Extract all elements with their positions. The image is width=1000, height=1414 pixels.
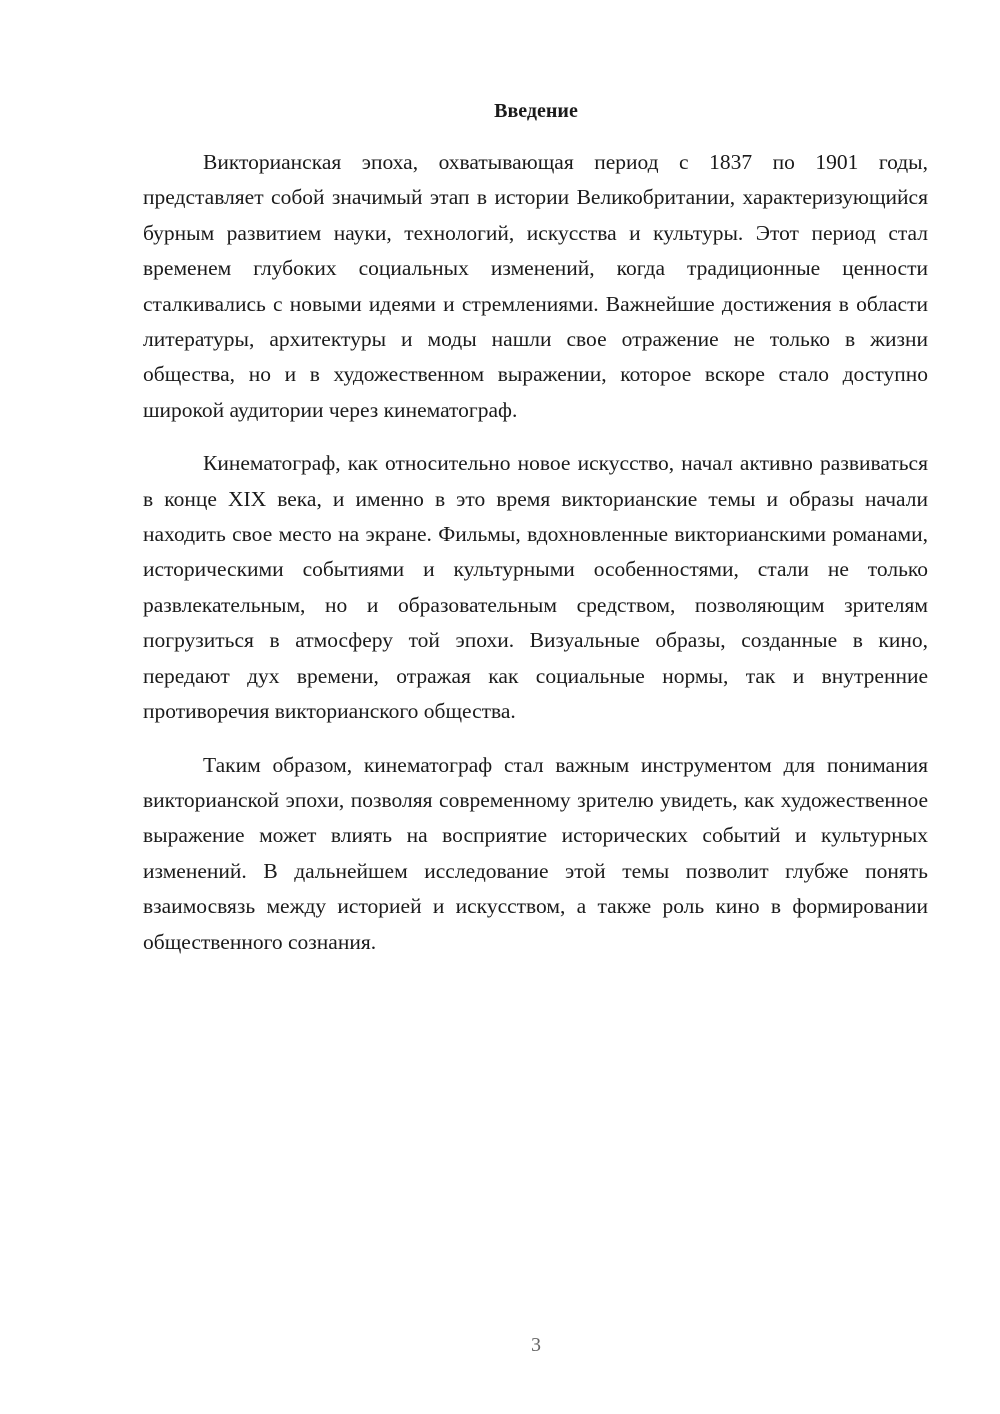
paragraph-3: Таким образом, кинематограф стал важным инструментом для понимания викторианской эпохи, позволяя современному зрителю увидеть, как художественное выражение может влиять на восприятие исторических событий и культурных изменений. В дальнейшем исследование этой темы позволит глубже понять взаимосвязь между историей и искусством, а также роль кино в формировании общественного сознания. xyxy=(143,752,928,954)
paragraph-2: Кинематограф, как относительно новое искусство, начал активно развиваться в конце XIX века, и именно в это время викторианские темы и образы начали находить свое место на экране. Фильмы, вдохновленные викторианскими романами, историческими событиями и культурными особенностями, стали не только развлекательным, но и образовательным средством, позволяющим зрителям погрузиться в атмосферу той эпохи. Визуальные образы, созданные в кино, передают дух времени, отражая как социальные нормы, так и внутренние противоречия викторианского общества. xyxy=(143,451,928,724)
body-text xyxy=(143,145,928,978)
page-title: Введение xyxy=(494,100,578,122)
page-number: 3 xyxy=(531,1334,541,1356)
paragraph-1: Викторианская эпоха, охватывающая период с 1837 по 1901 годы, представляет собой значимый этап в истории Великобритании, характеризующийся бурным развитием науки, технологий, искусства и культуры. Этот период стал временем глубоких социальных изменений, когда традиционные ценности сталкивались с новыми идеями и стремлениями. Важнейшие достижения в области литературы, архитектуры и моды нашли свое отражение не только в жизни общества, но и в художественном выражении, которое вскоре стало доступно широкой аудитории через кинематограф. xyxy=(143,150,928,422)
